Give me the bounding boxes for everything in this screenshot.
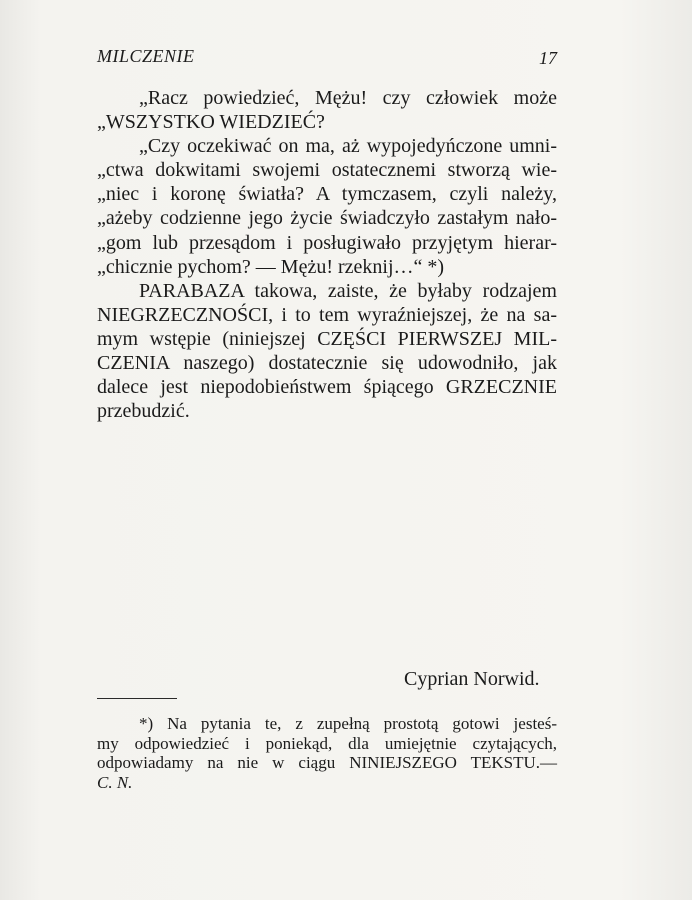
body-text bbox=[97, 86, 557, 423]
text-line: „gom lub przesądom i posługiwało przyjętym hierar- bbox=[97, 231, 557, 254]
text-line: „Czy oczekiwać on ma, aż wypojedyńczone umni- bbox=[139, 135, 557, 158]
footnote-line: my odpowiedzieć i poniekąd, dla umiejętnie czytających, bbox=[97, 733, 557, 753]
author-signature: Cyprian Norwid. bbox=[404, 668, 540, 690]
text-line: „chicznie pychom? — Mężu! rzeknij…“ *) bbox=[97, 255, 445, 278]
text-line: „WSZYSTKO WIEDZIEĆ? bbox=[97, 111, 325, 134]
running-head-title: MILCZENIE bbox=[97, 46, 195, 66]
page-number: 17 bbox=[539, 48, 557, 68]
text-line: NIEGRZECZNOŚCI, i to tem wyraźniejszej, że na sa- bbox=[97, 303, 557, 326]
footnote-signature: C. N. bbox=[97, 772, 133, 792]
text-line: „niec i koronę światła? A tymczasem, czyli należy, bbox=[97, 183, 557, 206]
text-line: „Racz powiedzieć, Mężu! czy człowiek może bbox=[139, 87, 557, 109]
running-head bbox=[97, 46, 557, 72]
text-line: dalece jest niepodobieństwem śpiącego GRZECZNIE bbox=[97, 376, 557, 399]
text-line: PARABAZA takowa, zaiste, że byłaby rodzajem bbox=[139, 279, 557, 302]
footnote-line: odpowiadamy na nie w ciągu NINIEJSZEGO TEKSTU.— bbox=[97, 753, 557, 772]
text-line: mym wstępie (niniejszej CZĘŚCI PIERWSZEJ MIL- bbox=[97, 327, 557, 350]
text-line: „ctwa dokwitami swojemi ostatecznemi stworzą wie- bbox=[97, 159, 557, 182]
text-line: „ażeby codzienne jego życie świadczyło zastałym nało- bbox=[97, 207, 557, 230]
text-line: przebudzić. bbox=[97, 400, 190, 423]
footnote-line: *) Na pytania te, z zupełną prostotą gotowi jesteś- bbox=[139, 714, 557, 733]
footnote bbox=[97, 714, 557, 792]
text-line: CZENIA naszego) dostatecznie się udowodniło, jak bbox=[97, 352, 557, 375]
footnote-rule bbox=[97, 698, 177, 699]
